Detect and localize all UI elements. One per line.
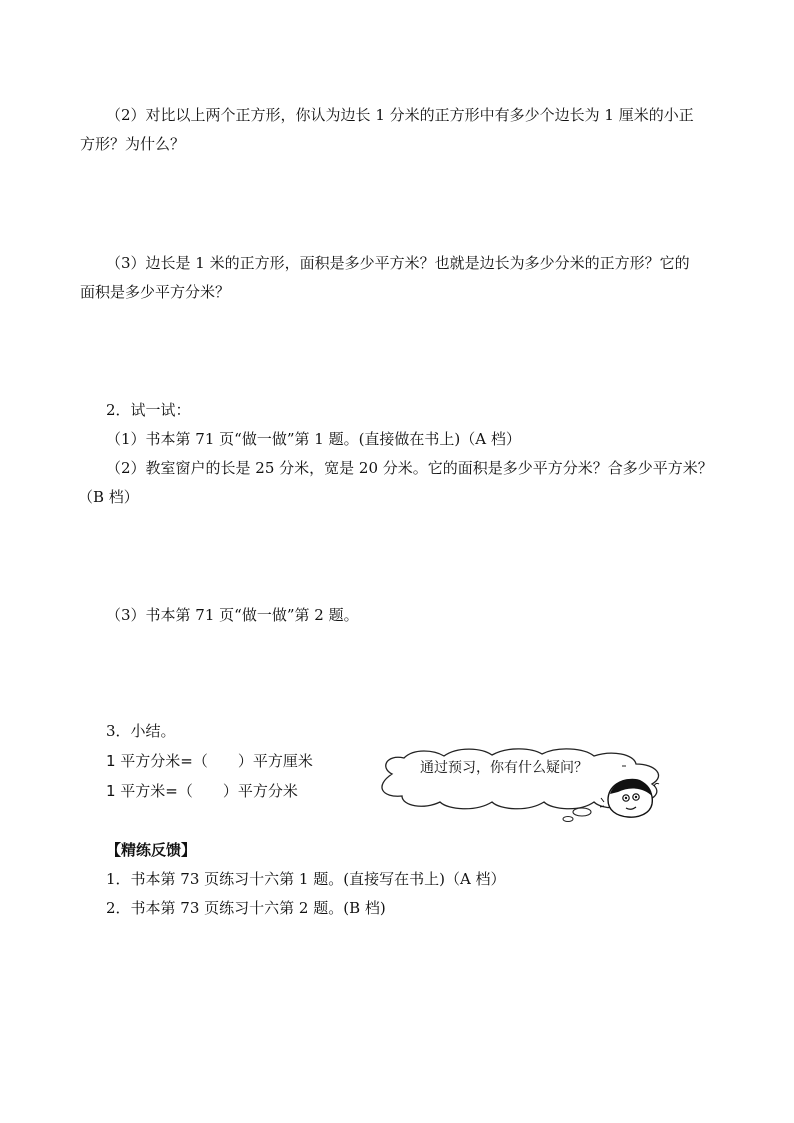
practice-item-1: 1．书本第 73 页练习十六第 1 题。(直接写在书上)（A 档） bbox=[106, 870, 506, 888]
summary-equation-1: 1 平方分米=（ ）平方厘米 bbox=[106, 752, 313, 770]
bubble-text: 通过预习，你有什么疑问？ bbox=[420, 760, 588, 776]
try-item-2-line-2: （B 档） bbox=[78, 488, 139, 506]
q2-line-1: （2）对比以上两个正方形，你认为边长 1 分米的正方形中有多少个边长为 1 厘米的小正 bbox=[106, 106, 694, 124]
q2-line-2: 方形？为什么？ bbox=[80, 135, 186, 153]
practice-item-2: 2．书本第 73 页练习十六第 2 题。(B 档) bbox=[106, 899, 386, 917]
practice-heading: 【精练反馈】 bbox=[106, 841, 197, 859]
q3-line-1: （3）边长是 1 米的正方形，面积是多少平方米？也就是边长为多少分米的正方形？它的 bbox=[106, 254, 690, 272]
cartoon-character-icon bbox=[600, 772, 660, 822]
try-item-3: （3）书本第 71 页“做一做”第 2 题。 bbox=[106, 606, 359, 624]
try-item-2-line-1: （2）教室窗户的长是 25 分米，宽是 20 分米。它的面积是多少平方分米？合多少平方米？ bbox=[106, 459, 713, 477]
summary-heading: 3．小结。 bbox=[106, 722, 176, 740]
try-item-1: （1）书本第 71 页“做一做”第 1 题。(直接做在书上)（A 档） bbox=[106, 430, 521, 448]
try-heading: 2．试一试： bbox=[106, 401, 191, 419]
q3-line-2: 面积是多少平方分米？ bbox=[80, 283, 231, 301]
summary-equation-2: 1 平方米=（ ）平方分米 bbox=[106, 782, 298, 800]
thought-bubble bbox=[372, 746, 672, 822]
